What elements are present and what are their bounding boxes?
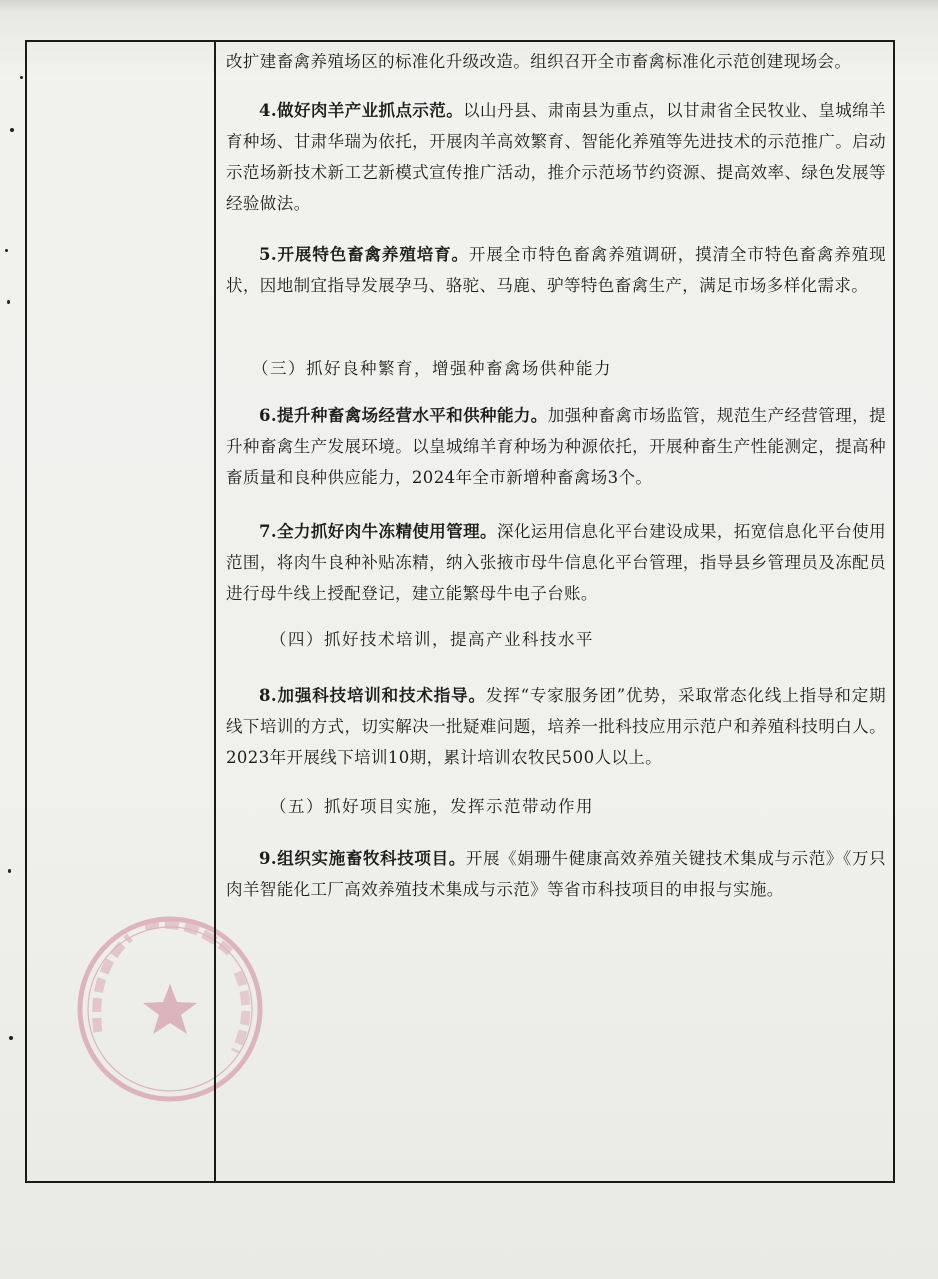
item-4-lead: 4.做好肉羊产业抓点示范。 (259, 101, 464, 120)
item-9-body: 开展《娟珊牛健康高效养殖关键技术集成与示范》《万只肉羊智能化工厂高效养殖技术集成与示范》等省市科技项目的申报与实施。 (226, 849, 886, 899)
section-heading-3: （三）抓好良种繁育，增强种畜禽场供种能力 (252, 359, 612, 378)
scan-edge-shadow (0, 0, 938, 12)
form-table (25, 40, 895, 1183)
scan-speck (9, 1036, 13, 1040)
item-7-lead: 7.全力抓好肉牛冻精使用管理。 (259, 522, 497, 541)
item-5-paragraph (226, 239, 886, 301)
item-5-lead: 5.开展特色畜禽养殖培育。 (259, 245, 469, 264)
scan-speck (7, 300, 10, 304)
item-8-body: 发挥“专家服务团”优势，采取常态化线上指导和定期线下培训的方式，切实解决一批疑难问题，培养一批科技应用示范户和养殖科技明白人。2023年开展线下培训10期，累计培训农牧民500人以上。 (226, 686, 886, 767)
item-7-paragraph (226, 516, 886, 609)
section-heading-5: （五）抓好项目实施，发挥示范带动作用 (270, 797, 594, 816)
item-8-lead: 8.加强科技培训和技术指导。 (259, 686, 486, 705)
item-9-lead: 9.组织实施畜牧科技项目。 (259, 849, 466, 868)
item-8-paragraph (226, 680, 886, 773)
scan-speck (20, 76, 23, 79)
item-6-body: 加强种畜禽市场监管，规范生产经营管理，提升种畜禽生产发展环境。以皇城绵羊育种场为种源依托，开展种畜生产性能测定，提高种畜质量和良种供应能力，2024年全市新增种畜禽场3个。 (226, 406, 886, 487)
paragraph-continuation: 改扩建畜禽养殖场区的标准化升级改造。组织召开全市畜禽标准化示范创建现场会。 (226, 52, 852, 71)
table-column-divider (214, 42, 216, 1181)
item-6-paragraph (226, 400, 886, 493)
item-9-paragraph (226, 843, 886, 905)
scan-speck (8, 869, 11, 873)
item-6-lead: 6.提升种畜禽场经营水平和供种能力。 (259, 406, 548, 425)
item-4-paragraph (226, 95, 886, 219)
scan-speck (10, 128, 14, 132)
scan-speck (5, 249, 8, 252)
section-heading-4: （四）抓好技术培训，提高产业科技水平 (270, 630, 594, 649)
item-4-body: 以山丹县、肃南县为重点，以甘肃省全民牧业、皇城绵羊育种场、甘肃华瑞为依托，开展肉羊高效繁育、智能化养殖等先进技术的示范推广。启动示范场新技术新工艺新模式宣传推广活动，推介示范场节约资源、提高效率、绿色发展等经验做法。 (226, 101, 886, 213)
item-5-body: 开展全市特色畜禽养殖调研，摸清全市特色畜禽养殖现状，因地制宜指导发展孕马、骆驼、马鹿、驴等特色畜禽生产，满足市场多样化需求。 (226, 245, 886, 295)
item-7-body: 深化运用信息化平台建设成果，拓宽信息化平台使用范围，将肉牛良种补贴冻精，纳入张掖市母牛信息化平台管理，指导县乡管理员及冻配员进行母牛线上授配登记，建立能繁母牛电子台账。 (226, 522, 886, 603)
